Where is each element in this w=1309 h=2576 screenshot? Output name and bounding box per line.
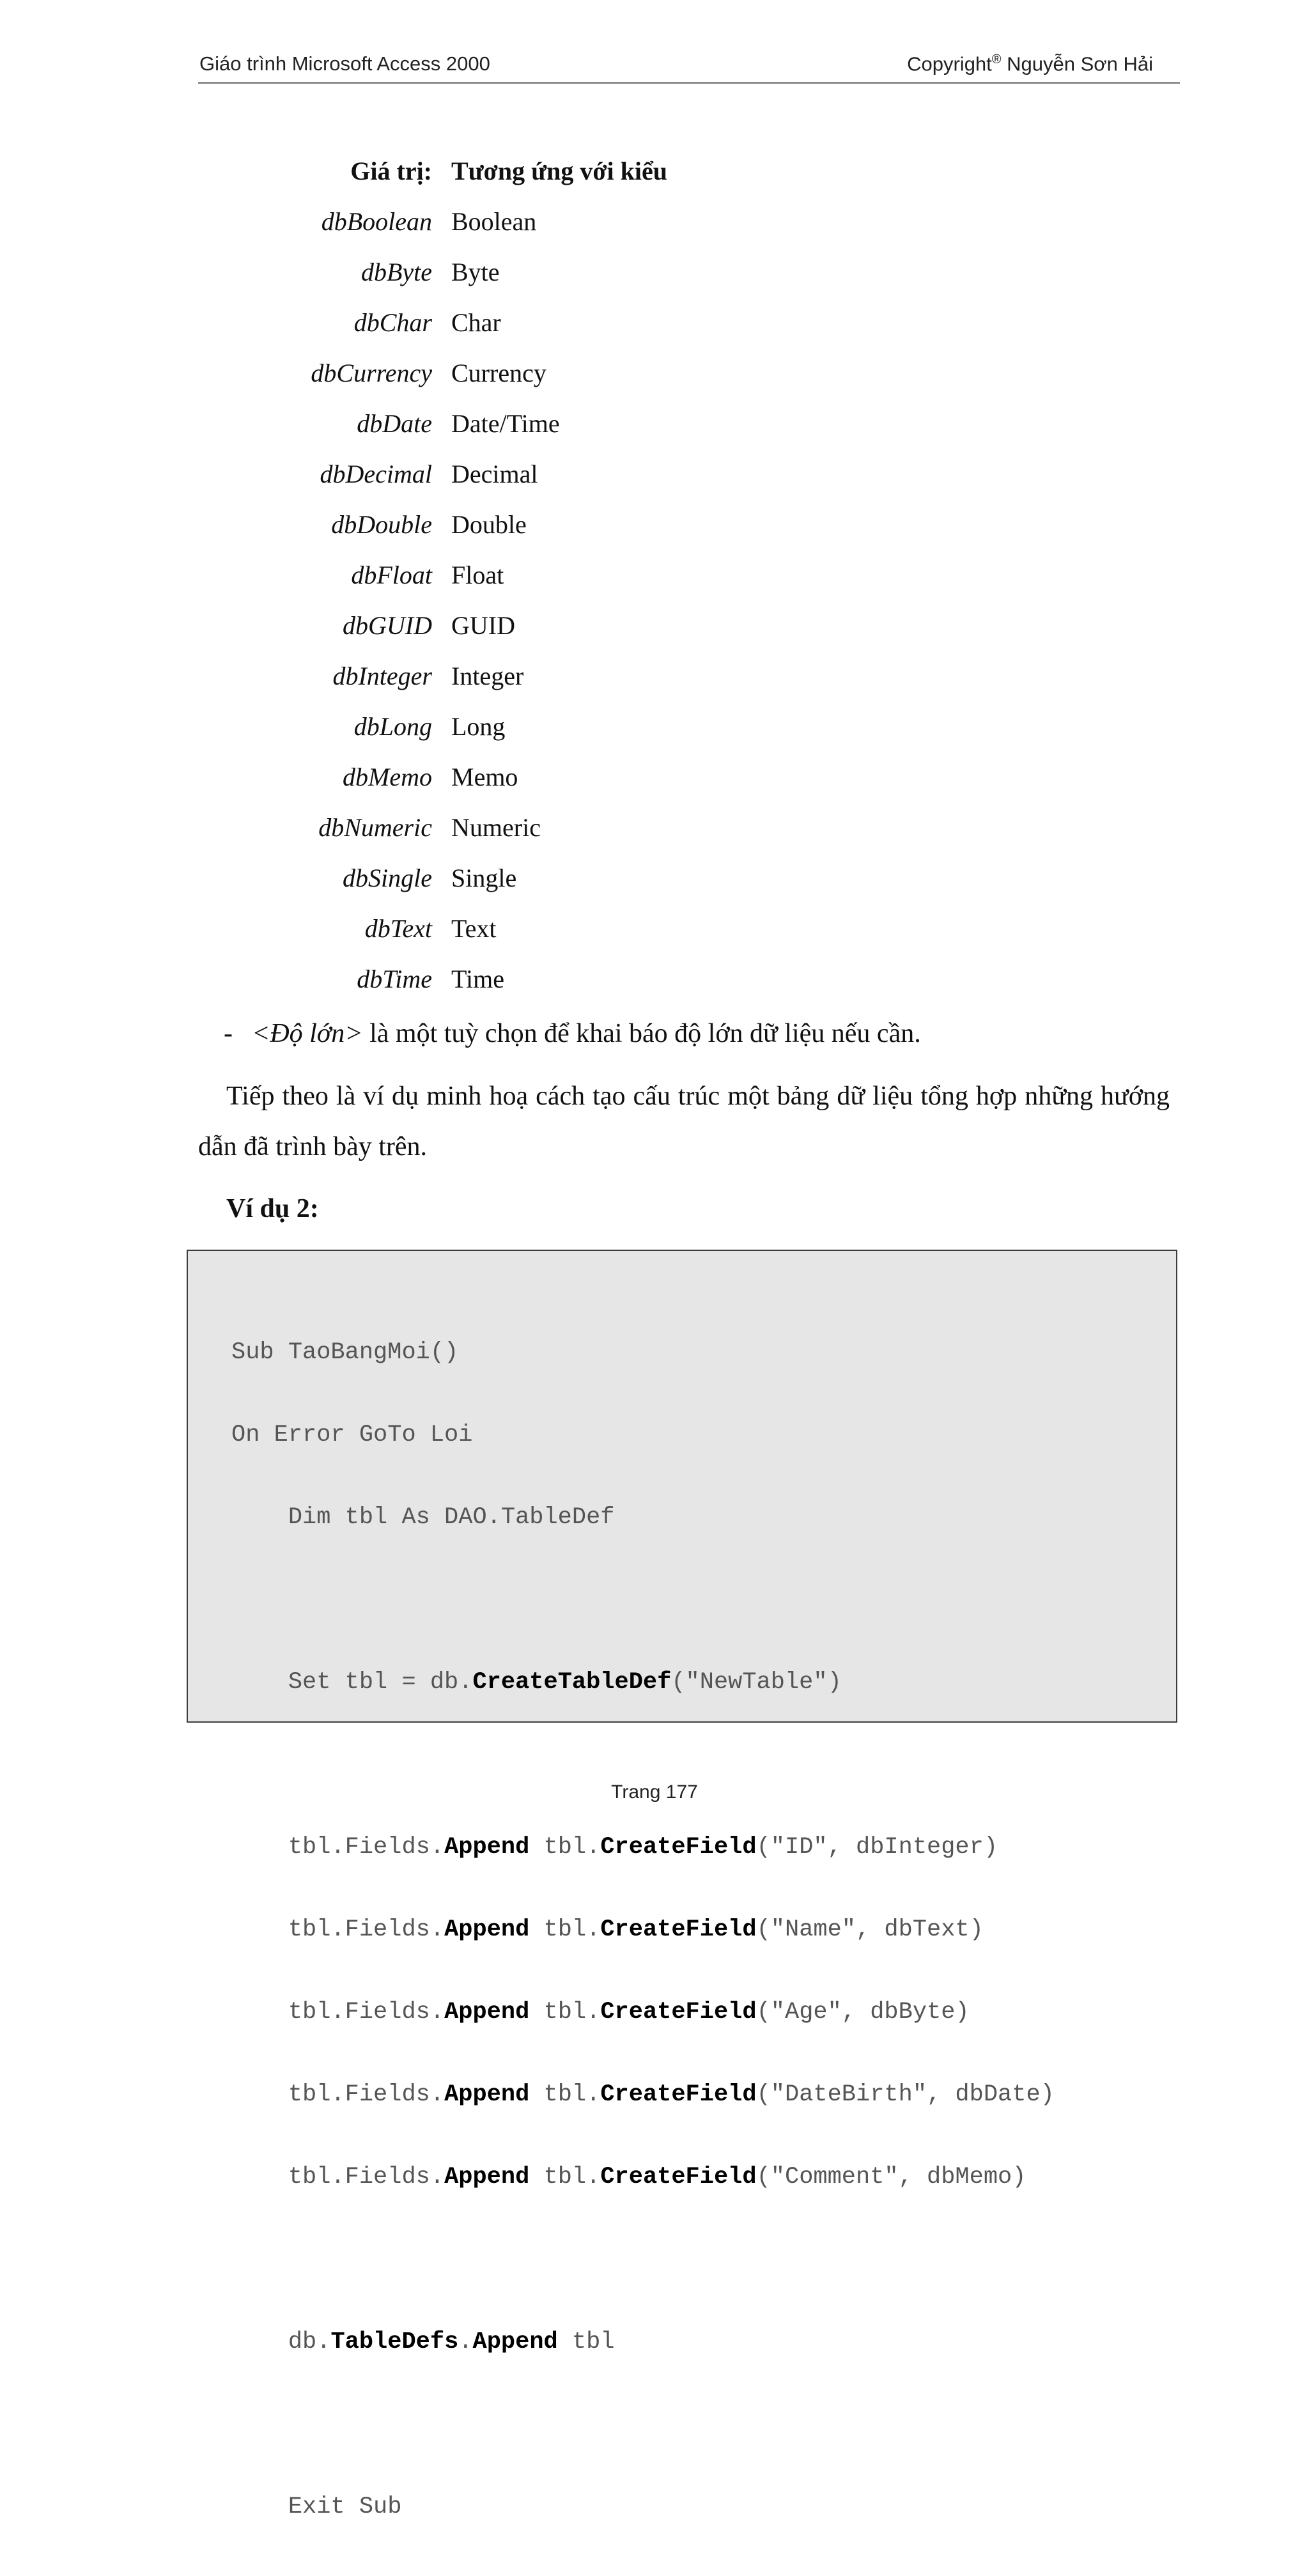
type-constant: dbChar [353, 308, 432, 337]
code-line: Set tbl = db.CreateTableDef("NewTable") [231, 1669, 842, 1696]
type-name: Long [451, 712, 506, 741]
code-line: db.TableDefs.Append tbl [231, 2329, 615, 2355]
bullet-dash: - [224, 1019, 233, 1048]
copyright-notice: Copyright® Nguyễn Sơn Hải [907, 52, 1153, 75]
type-constant: dbDouble [331, 510, 432, 539]
size-option-bullet [224, 1009, 1182, 1059]
type-name: Date/Time [451, 409, 560, 438]
type-constant: dbGUID [343, 611, 432, 640]
type-name: Char [451, 308, 501, 337]
type-constant: dbNumeric [318, 813, 432, 842]
type-constant: dbDecimal [320, 460, 432, 488]
page-header [198, 50, 1180, 84]
book-title: Giáo trình Microsoft Access 2000 [199, 52, 490, 75]
code-blank-line [231, 2411, 1055, 2439]
code-listing [231, 1284, 1055, 2576]
code-line: tbl.Fields.Append tbl.CreateField("Name", dbText) [231, 1916, 984, 1943]
page-number: Trang 177 [611, 1781, 698, 1803]
type-name: Time [451, 965, 505, 993]
code-line: tbl.Fields.Append tbl.CreateField("ID", dbInteger) [231, 1834, 998, 1861]
heading-key: Giá trị: [350, 157, 432, 185]
type-name: Byte [451, 258, 500, 286]
type-constant: dbMemo [343, 763, 432, 791]
code-line: tbl.Fields.Append tbl.CreateField("Age", dbByte) [231, 1999, 970, 2026]
type-constant: dbText [364, 914, 432, 943]
code-blank-line [231, 1751, 1055, 1779]
bullet-text: là một tuỳ chọn để khai báo độ lớn dữ liệu nếu cần. [362, 1019, 921, 1048]
code-blank-line [231, 1587, 1055, 1614]
type-name: Currency [451, 359, 546, 387]
type-name: Double [451, 510, 527, 539]
type-name: Decimal [451, 460, 538, 488]
type-constant: dbBoolean [321, 207, 432, 236]
type-name: Integer [451, 662, 524, 690]
type-constant: dbTime [357, 965, 432, 993]
size-term: <Độ lớn> [252, 1019, 363, 1048]
type-constant: dbInteger [332, 662, 432, 690]
code-line: Exit Sub [231, 2494, 402, 2520]
heading-value: Tương ứng với kiểu [451, 157, 667, 185]
intro-paragraph: Tiếp theo là ví dụ minh hoạ cách tạo cấu trúc một bảng dữ liệu tổng hợp những hướng dẫn đã trình bày trên. [198, 1082, 1170, 1161]
type-constant: dbByte [360, 258, 432, 286]
type-constant: dbDate [357, 409, 432, 438]
registered-mark: ® [991, 52, 1002, 66]
type-constant: dbFloat [351, 561, 432, 589]
code-line: tbl.Fields.Append tbl.CreateField("DateBirth", dbDate) [231, 2081, 1055, 2108]
type-constant: dbSingle [343, 864, 432, 892]
type-name: Single [451, 864, 517, 892]
code-line: Dim tbl As DAO.TableDef [231, 1504, 615, 1531]
type-name: Float [451, 561, 504, 589]
type-name: Numeric [451, 813, 541, 842]
code-line: tbl.Fields.Append tbl.CreateField("Comment", dbMemo) [231, 2164, 1026, 2191]
type-constant: dbCurrency [311, 359, 432, 387]
type-name: GUID [451, 611, 515, 640]
type-name: Memo [451, 763, 518, 791]
code-blank-line [231, 2246, 1055, 2274]
code-line: Sub TaoBangMoi() [231, 1339, 459, 1366]
type-name: Text [451, 914, 497, 943]
example-title: Ví dụ 2: [226, 1194, 319, 1223]
code-line: On Error GoTo Loi [231, 1422, 473, 1448]
type-name: Boolean [451, 207, 537, 236]
type-constant: dbLong [353, 712, 432, 741]
